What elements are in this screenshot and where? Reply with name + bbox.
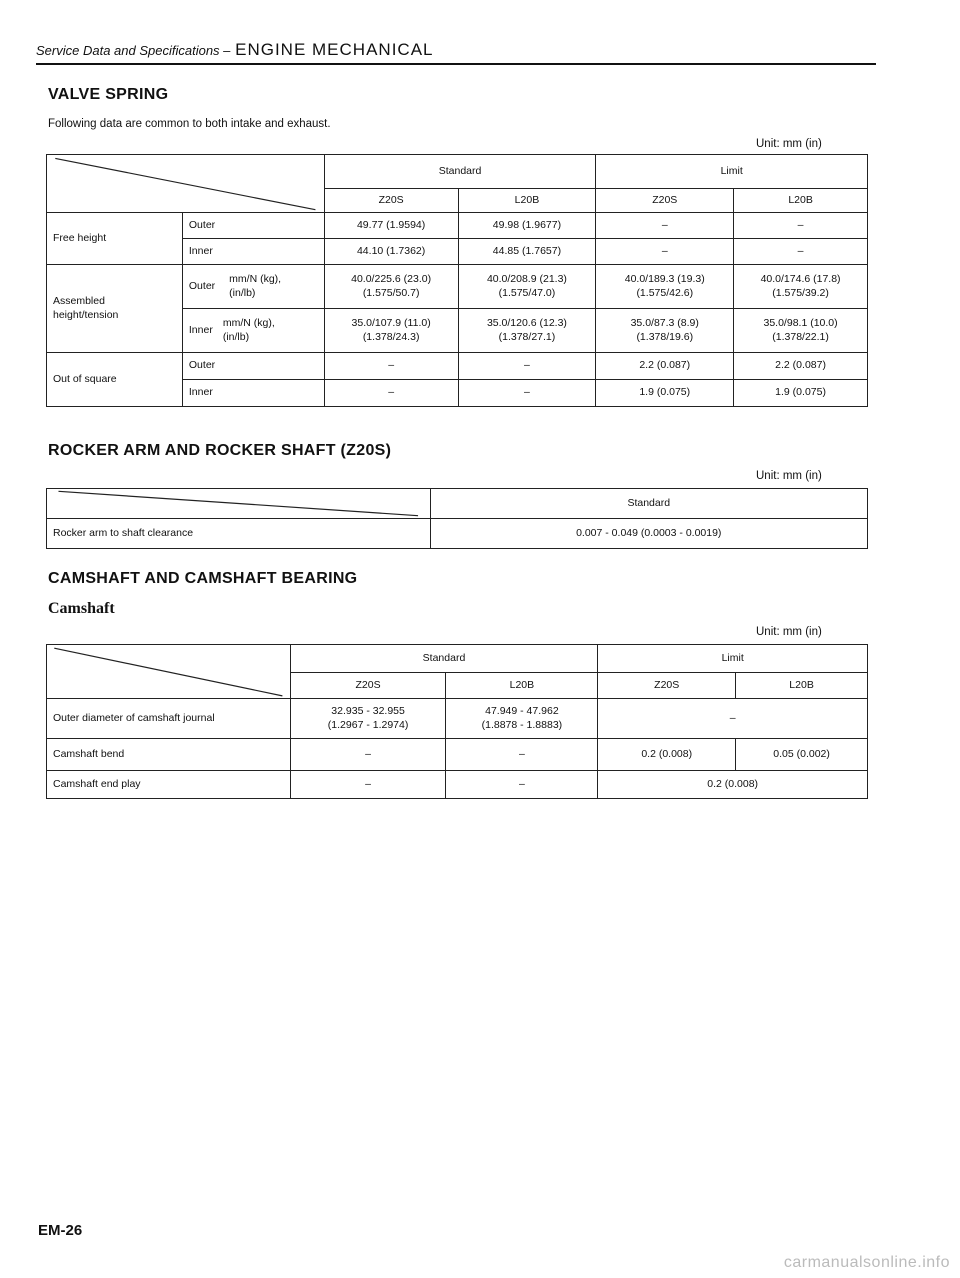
cell: – (596, 239, 734, 265)
cell: – (324, 353, 458, 380)
valve-spring-note: Following data are common to both intake and exhaust. (48, 118, 331, 130)
unit-inlb: (in/lb) (222, 330, 250, 343)
diagonal-line (47, 489, 430, 518)
col-z20s: Z20S (290, 673, 446, 699)
cell-line2: (1.575/47.0) (498, 286, 556, 299)
cell-line1: 35.0/107.9 (11.0) (351, 317, 431, 330)
row-journal: Outer diameter of camshaft journal (47, 699, 291, 739)
cell-line2: (1.378/19.6) (636, 330, 694, 343)
cell: – (734, 213, 868, 239)
row-assembled: Assembled height/tension (47, 265, 183, 353)
unit-label (223, 317, 275, 343)
cell (734, 265, 868, 309)
diagonal-line (47, 645, 290, 698)
cell-line2: (1.378/24.3) (362, 330, 420, 343)
row-free-height: Free height (47, 213, 183, 265)
page-header (36, 40, 434, 60)
cell: – (458, 353, 596, 380)
sub-outer: Outer (182, 353, 324, 380)
diagonal-line (47, 155, 324, 212)
sub-inner: Inner (182, 380, 324, 407)
row-rocker-clearance: Rocker arm to shaft clearance (47, 519, 431, 549)
cell (446, 699, 598, 739)
sub-inner-unit (182, 309, 324, 353)
col-l20b: L20B (446, 673, 598, 699)
valve-spring-title: VALVE SPRING (48, 86, 169, 103)
cell: – (324, 380, 458, 407)
header-rule (36, 63, 876, 65)
rocker-title: ROCKER ARM AND ROCKER SHAFT (Z20S) (48, 442, 392, 459)
rocker-unit: Unit: mm (in) (756, 470, 822, 482)
cell-line1: 35.0/87.3 (8.9) (630, 317, 699, 330)
col-limit: Limit (598, 645, 868, 673)
corner-cell (47, 489, 431, 519)
camshaft-subtitle: Camshaft (48, 600, 115, 617)
cell: – (446, 771, 598, 799)
cell-line1: 40.0/225.6 (23.0) (351, 273, 432, 286)
unit-kg: mm/N (kg), (229, 273, 282, 286)
cell: 1.9 (0.075) (734, 380, 868, 407)
cell: – (290, 771, 446, 799)
cell (458, 265, 596, 309)
header-title: ENGINE MECHANICAL (235, 40, 434, 59)
cell-line1: 40.0/189.3 (19.3) (624, 273, 705, 286)
cell (458, 309, 596, 353)
cell: 0.007 - 0.049 (0.0003 - 0.0019) (430, 519, 867, 549)
cell (596, 265, 734, 309)
cell: – (596, 213, 734, 239)
cell: 0.05 (0.002) (736, 739, 868, 771)
cell: 44.10 (1.7362) (324, 239, 458, 265)
cell: – (290, 739, 446, 771)
cell-line1: 35.0/98.1 (10.0) (763, 317, 838, 330)
cell-line2: (1.378/22.1) (772, 330, 829, 343)
cell: – (446, 739, 598, 771)
corner-cell (47, 645, 291, 699)
page-number: EM-26 (38, 1222, 83, 1239)
col-z20s: Z20S (596, 189, 734, 213)
cell: – (458, 380, 596, 407)
cell-line1: 32.935 - 32.955 (331, 705, 405, 718)
col-z20s: Z20S (598, 673, 736, 699)
col-l20b: L20B (736, 673, 868, 699)
cell (596, 309, 734, 353)
unit-label (229, 273, 281, 299)
sub-outer: Outer (182, 213, 324, 239)
cell-line2: (1.575/50.7) (362, 286, 420, 299)
cell-line1: 40.0/208.9 (21.3) (486, 273, 567, 286)
cell-line1: 35.0/120.6 (12.3) (486, 317, 567, 330)
camshaft-unit: Unit: mm (in) (756, 626, 822, 638)
col-limit: Limit (596, 155, 868, 189)
cell: 49.77 (1.9594) (324, 213, 458, 239)
corner-cell (47, 155, 325, 213)
cell (290, 699, 446, 739)
cell-line2: (1.2967 - 1.2974) (327, 718, 409, 731)
cell-line2: (1.8878 - 1.8883) (481, 718, 563, 731)
cell-line1: 47.949 - 47.962 (485, 705, 559, 718)
sub-inner: Inner (182, 239, 324, 265)
cell: – (598, 699, 868, 739)
cell: 1.9 (0.075) (596, 380, 734, 407)
cell (734, 309, 868, 353)
unit-inlb: (in/lb) (229, 286, 256, 299)
col-standard: Standard (324, 155, 596, 189)
valve-spring-table (46, 154, 868, 407)
col-l20b: L20B (734, 189, 868, 213)
cell: 0.2 (0.008) (598, 739, 736, 771)
col-standard: Standard (290, 645, 598, 673)
valve-spring-unit: Unit: mm (in) (756, 138, 822, 150)
cell: 2.2 (0.087) (596, 353, 734, 380)
cell (324, 309, 458, 353)
cell: 2.2 (0.087) (734, 353, 868, 380)
row-bend: Camshaft bend (47, 739, 291, 771)
cell: 44.85 (1.7657) (458, 239, 596, 265)
col-z20s: Z20S (324, 189, 458, 213)
footer-watermark: carmanualsonline.info (783, 1254, 950, 1271)
row-out-of-square: Out of square (47, 353, 183, 407)
sub-outer-unit (182, 265, 324, 309)
col-l20b: L20B (458, 189, 596, 213)
cell: 49.98 (1.9677) (458, 213, 596, 239)
camshaft-table (46, 644, 868, 799)
camshaft-title: CAMSHAFT AND CAMSHAFT BEARING (48, 570, 358, 587)
cell-line2: (1.575/42.6) (636, 286, 694, 299)
header-prefix: Service Data and Specifications – (36, 43, 231, 58)
cell-line2: (1.378/27.1) (498, 330, 556, 343)
row-endplay: Camshaft end play (47, 771, 291, 799)
cell-line1: 40.0/174.6 (17.8) (760, 273, 841, 286)
unit-kg: mm/N (kg), (222, 317, 275, 330)
cell: 0.2 (0.008) (598, 771, 868, 799)
sub-inner: Inner (188, 323, 213, 336)
sub-outer: Outer (188, 279, 216, 292)
cell (324, 265, 458, 309)
col-standard: Standard (430, 489, 867, 519)
cell: – (734, 239, 868, 265)
cell-line2: (1.575/39.2) (772, 286, 829, 299)
rocker-table (46, 488, 868, 549)
